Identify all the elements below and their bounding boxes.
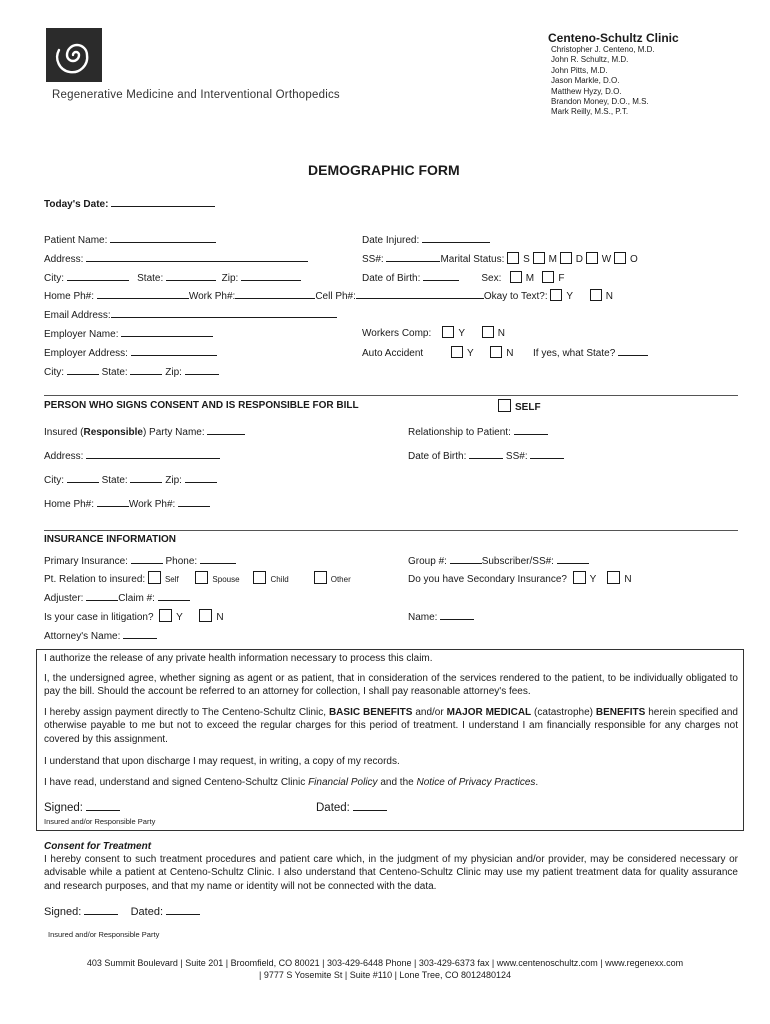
subscriber-line[interactable] xyxy=(557,553,589,564)
auto-accident-no-checkbox[interactable] xyxy=(490,346,502,358)
text-no-checkbox[interactable] xyxy=(590,289,602,301)
insured-party-line[interactable] xyxy=(207,424,245,435)
doctor-name: Mark Reilly, M.S., P.T. xyxy=(551,107,629,117)
auto-accident-yes-checkbox[interactable] xyxy=(451,346,463,358)
consent-signer-note: Insured and/or Responsible Party xyxy=(48,930,160,939)
relation-spouse-label: Spouse xyxy=(212,575,240,584)
consent-heading: Consent for Treatment xyxy=(44,841,152,852)
responsible-zip-label: Zip: xyxy=(165,475,182,486)
email-field[interactable] xyxy=(44,307,337,321)
todays-date-line[interactable] xyxy=(111,196,215,207)
marital-d-label: D xyxy=(575,254,583,265)
auth-p3-text: I hereby assign payment directly to The Centeno-Schultz Clinic, xyxy=(44,707,329,718)
patient-name-label: Patient Name: xyxy=(44,235,108,246)
date-injured-field[interactable] xyxy=(362,232,490,246)
auth-p5-text: and the xyxy=(377,777,417,788)
section-divider xyxy=(44,395,738,396)
relationship-label: Relationship to Patient: xyxy=(408,427,511,438)
doctor-name: John R. Schultz, M.D. xyxy=(551,55,629,65)
consent-signed-line[interactable] xyxy=(84,904,118,915)
auth-p3-bold: MAJOR MEDICAL xyxy=(446,707,532,718)
relation-child-checkbox[interactable] xyxy=(253,571,266,584)
work-phone-line[interactable] xyxy=(235,288,315,299)
auto-accident-label: Auto Accident xyxy=(362,348,424,359)
responsible-work-phone-line[interactable] xyxy=(178,496,210,507)
auth-signed-field[interactable] xyxy=(44,799,120,814)
responsible-city-field[interactable] xyxy=(44,472,217,486)
home-phone-line[interactable] xyxy=(97,288,189,299)
auth-p3-bold: BENEFITS xyxy=(595,707,646,718)
yes-label: Y xyxy=(466,348,474,359)
dob-sex-field[interactable] xyxy=(362,270,565,284)
clinic-tagline: Regenerative Medicine and Interventional Orthopedics xyxy=(52,89,340,101)
okay-to-text-label: Okay to Text?: xyxy=(483,291,548,302)
relation-child-label: Child xyxy=(270,575,289,584)
cell-phone-line[interactable] xyxy=(356,288,484,299)
responsible-home-phone-label: Home Ph#: xyxy=(44,499,95,510)
responsible-work-phone-label: Work Ph#: xyxy=(128,499,176,510)
form-title: DEMOGRAPHIC FORM xyxy=(308,162,460,178)
spiral-icon xyxy=(46,28,102,82)
secondary-insurance-label: Do you have Secondary Insurance? xyxy=(408,574,567,585)
responsible-address-label: Address: xyxy=(44,451,84,462)
employer-city-label: City: xyxy=(44,367,64,378)
sex-m-checkbox[interactable] xyxy=(510,271,522,283)
sex-f-checkbox[interactable] xyxy=(542,271,554,283)
yes-label: Y xyxy=(458,328,466,339)
responsible-state-label: State: xyxy=(101,475,128,486)
marital-m-checkbox[interactable] xyxy=(533,252,545,264)
relationship-field[interactable] xyxy=(408,424,548,438)
employer-name-line[interactable] xyxy=(121,326,213,337)
insured-label-bold: Responsible xyxy=(83,427,143,438)
clinic-logo xyxy=(46,28,102,82)
auth-signed-line[interactable] xyxy=(86,799,120,811)
dob-line[interactable] xyxy=(423,270,459,281)
patient-name-line[interactable] xyxy=(110,232,216,243)
self-option[interactable] xyxy=(498,399,541,413)
responsible-ss-line[interactable] xyxy=(530,448,564,459)
responsible-zip-line[interactable] xyxy=(185,472,217,483)
insured-party-field[interactable] xyxy=(44,424,245,438)
auth-p5-italic: Notice of Privacy Practices xyxy=(416,777,536,788)
self-checkbox[interactable] xyxy=(498,399,511,412)
workers-comp-no-checkbox[interactable] xyxy=(482,326,494,338)
employer-name-label: Employer Name: xyxy=(44,329,119,340)
section-divider xyxy=(44,530,738,531)
auth-paragraph-2: I, the undersigned agree, whether signing as agent or as patient, that in consideration of the services rendered to the patient, to be individually obligated to pay the bill. Should the account be referred to an attorney for collection, I shall pay reasonable attorney's fees. xyxy=(44,673,738,698)
marital-s-checkbox[interactable] xyxy=(507,252,519,264)
auto-accident-field[interactable] xyxy=(362,345,648,359)
doctor-list xyxy=(551,45,655,118)
auth-dated-line[interactable] xyxy=(353,799,387,811)
marital-w-label: W xyxy=(601,254,612,265)
auth-dated-label: Dated: xyxy=(316,802,350,814)
adjuster-label: Adjuster: xyxy=(44,593,84,604)
responsible-dob-label: Date of Birth: xyxy=(408,451,467,462)
responsible-ss-label: SS#: xyxy=(505,451,528,462)
relation-field[interactable] xyxy=(44,571,351,585)
no-label: N xyxy=(216,612,224,623)
employer-zip-label: Zip: xyxy=(165,367,182,378)
email-label: Email Address: xyxy=(44,310,111,321)
insurance-phone-line[interactable] xyxy=(200,553,236,564)
litigation-yes-checkbox[interactable] xyxy=(159,609,172,622)
group-label: Group #: xyxy=(408,556,447,567)
auth-paragraph-1: I authorize the release of any private health information necessary to process this claim. xyxy=(44,653,433,664)
auth-p3-text: (catastrophe) xyxy=(531,707,596,718)
phones-field[interactable] xyxy=(44,288,613,302)
relation-self-checkbox[interactable] xyxy=(148,571,161,584)
primary-insurance-line[interactable] xyxy=(131,553,163,564)
home-phone-label: Home Ph#: xyxy=(44,291,95,302)
relationship-line[interactable] xyxy=(514,424,548,435)
auth-dated-field[interactable] xyxy=(316,799,387,814)
date-injured-label: Date Injured: xyxy=(362,235,420,246)
litigation-name-field[interactable] xyxy=(408,609,474,623)
employer-zip-line[interactable] xyxy=(185,364,219,375)
date-injured-line[interactable] xyxy=(422,232,490,243)
adjuster-claim-field[interactable] xyxy=(44,590,190,604)
yes-label: Y xyxy=(566,291,574,302)
workers-comp-label: Workers Comp: xyxy=(362,328,432,339)
claim-line[interactable] xyxy=(158,590,190,601)
responsible-state-line[interactable] xyxy=(130,472,162,483)
attorney-line[interactable] xyxy=(123,628,157,639)
primary-insurance-field[interactable] xyxy=(44,553,236,567)
relation-self-label: Self xyxy=(164,575,179,584)
zip-line[interactable] xyxy=(241,270,301,281)
no-label: N xyxy=(605,291,613,302)
auth-signed-label: Signed: xyxy=(44,802,84,814)
marital-m-label: M xyxy=(548,254,557,265)
responsible-phones-field[interactable] xyxy=(44,496,210,510)
auth-signer-note: Insured and/or Responsible Party xyxy=(44,817,156,826)
secondary-insurance-field[interactable] xyxy=(408,571,632,585)
consent-dated-line[interactable] xyxy=(166,904,200,915)
auth-paragraph-3 xyxy=(44,706,738,746)
subscriber-label: Subscriber/SS#: xyxy=(481,556,554,567)
yes-label: Y xyxy=(176,612,183,623)
city-label: City: xyxy=(44,273,64,284)
state-label: State: xyxy=(137,273,164,284)
address-line[interactable] xyxy=(86,251,308,262)
marital-o-checkbox[interactable] xyxy=(614,252,626,264)
litigation-no-checkbox[interactable] xyxy=(199,609,212,622)
secondary-no-checkbox[interactable] xyxy=(607,571,620,584)
name-line[interactable] xyxy=(440,609,474,620)
accident-state-line[interactable] xyxy=(618,345,648,356)
insurance-phone-label: Phone: xyxy=(165,556,198,567)
zip-label: Zip: xyxy=(221,273,239,284)
no-label: N xyxy=(624,574,632,585)
if-yes-state-label: If yes, what State? xyxy=(532,348,616,359)
employer-address-line[interactable] xyxy=(131,345,217,356)
sex-m-label: M xyxy=(525,273,535,284)
consent-text: I hereby consent to such treatment procedures and patient care which, in the judgment of my physician and/or provider, may be considered necessary or advisable while a patient at Centeno-Schultz Clinic. I also understand that Centeno-Schultz Clinic may use my patient treatment data for quality assurance and research purposes, and that my name or identity will not be connected with the data. xyxy=(44,854,738,892)
consent-dated-label: Dated: xyxy=(130,906,164,918)
auth-p3-text: and/or xyxy=(412,707,447,718)
todays-date-field[interactable] xyxy=(44,196,215,210)
auth-paragraph-5 xyxy=(44,776,738,789)
responsible-city-label: City: xyxy=(44,475,64,486)
doctor-name: Matthew Hyzy, D.O. xyxy=(551,86,622,96)
marital-w-checkbox[interactable] xyxy=(586,252,598,264)
auth-p3-text: herein specified and otherwise payable to me but not to exceed the regular charges for this period of treatment. I understand I am financially responsible for any charges not covered by this assignment. xyxy=(44,707,738,745)
employer-city-line[interactable] xyxy=(67,364,99,375)
ss-line[interactable] xyxy=(386,251,440,262)
sex-label: Sex: xyxy=(481,273,502,284)
clinic-name: Centeno-Schultz Clinic xyxy=(548,31,679,45)
secondary-yes-checkbox[interactable] xyxy=(573,571,586,584)
auth-p5-text: . xyxy=(535,777,539,788)
email-line[interactable] xyxy=(111,307,337,318)
cell-phone-label: Cell Ph#: xyxy=(315,291,356,302)
insurance-heading: INSURANCE INFORMATION xyxy=(44,534,177,545)
marital-status-label: Marital Status: xyxy=(440,254,505,265)
relation-other-checkbox[interactable] xyxy=(314,571,327,584)
consent-signed-field[interactable] xyxy=(44,904,200,918)
no-label: N xyxy=(497,328,505,339)
responsible-address-line[interactable] xyxy=(86,448,220,459)
employer-address-field[interactable] xyxy=(44,345,217,359)
responsible-address-field[interactable] xyxy=(44,448,220,462)
marital-d-checkbox[interactable] xyxy=(560,252,572,264)
ss-label: SS#: xyxy=(362,254,384,265)
relation-label: Pt. Relation to insured: xyxy=(44,574,146,585)
doctor-name: Brandon Money, D.O., M.S. xyxy=(551,97,649,107)
employer-state-line[interactable] xyxy=(130,364,162,375)
attorney-field[interactable] xyxy=(44,628,157,642)
city-state-zip-field[interactable] xyxy=(44,270,301,284)
responsible-home-phone-line[interactable] xyxy=(97,496,129,507)
yes-label: Y xyxy=(589,574,597,585)
employer-name-field[interactable] xyxy=(44,326,213,340)
footer-address-1: 403 Summit Boulevard | Suite 201 | Broomfield, CO 80021 | 303-429-6448 Phone | 303-429-6373 fax | www.centenoschultz.com | www.regenexx.com xyxy=(86,958,684,968)
responsible-dob-line[interactable] xyxy=(469,448,503,459)
dob-label: Date of Birth: xyxy=(362,273,421,284)
self-label: SELF xyxy=(515,402,541,413)
insured-label-pre: Insured ( xyxy=(44,427,84,438)
address-field[interactable] xyxy=(44,251,308,265)
employer-state-label: State: xyxy=(101,367,128,378)
ss-marital-field[interactable] xyxy=(362,251,638,265)
auth-p5-italic: Financial Policy xyxy=(308,777,378,788)
sex-f-label: F xyxy=(558,273,565,284)
responsible-heading: PERSON WHO SIGNS CONSENT AND IS RESPONSIBLE FOR BILL xyxy=(44,400,359,411)
claim-label: Claim #: xyxy=(118,593,155,604)
litigation-label: Is your case in litigation? xyxy=(44,612,154,623)
state-line[interactable] xyxy=(166,270,216,281)
responsible-dob-ss-field[interactable] xyxy=(408,448,564,462)
marital-s-label: S xyxy=(523,254,530,265)
text-yes-checkbox[interactable] xyxy=(550,289,562,301)
litigation-field[interactable] xyxy=(44,609,224,623)
auth-p3-bold: BASIC BENEFITS xyxy=(328,707,413,718)
employer-address-label: Employer Address: xyxy=(44,348,128,359)
doctor-name: John Pitts, M.D. xyxy=(551,65,608,75)
attorney-label: Attorney's Name: xyxy=(44,631,121,642)
address-label: Address: xyxy=(44,254,84,265)
work-phone-label: Work Ph#: xyxy=(188,291,236,302)
relation-other-label: Other xyxy=(330,575,351,584)
auth-paragraph-4: I understand that upon discharge I may request, in writing, a copy of my records. xyxy=(44,756,400,767)
workers-comp-field[interactable] xyxy=(362,326,505,339)
marital-o-label: O xyxy=(630,254,638,265)
insured-label-post: ) Party Name: xyxy=(142,427,205,438)
patient-name-field[interactable] xyxy=(44,232,216,246)
adjuster-line[interactable] xyxy=(86,590,118,601)
relation-spouse-checkbox[interactable] xyxy=(195,571,208,584)
group-line[interactable] xyxy=(450,553,482,564)
name-label: Name: xyxy=(408,612,438,623)
todays-date-label: Today's Date: xyxy=(44,199,109,210)
primary-insurance-label: Primary Insurance: xyxy=(44,556,128,567)
city-line[interactable] xyxy=(67,270,129,281)
footer-address-2: | 9777 S Yosemite St | Suite #110 | Lone Tree, CO 8012480124 xyxy=(258,970,512,980)
consent-signed-label: Signed: xyxy=(44,906,82,918)
workers-comp-yes-checkbox[interactable] xyxy=(442,326,454,338)
auth-p5-text: I have read, understand and signed Centeno-Schultz Clinic xyxy=(44,777,309,788)
doctor-name: Jason Markle, D.O. xyxy=(551,76,620,86)
no-label: N xyxy=(506,348,514,359)
responsible-city-line[interactable] xyxy=(67,472,99,483)
employer-city-field[interactable] xyxy=(44,364,219,378)
group-subscriber-field[interactable] xyxy=(408,553,589,567)
doctor-name: Christopher J. Centeno, M.D. xyxy=(551,45,655,54)
